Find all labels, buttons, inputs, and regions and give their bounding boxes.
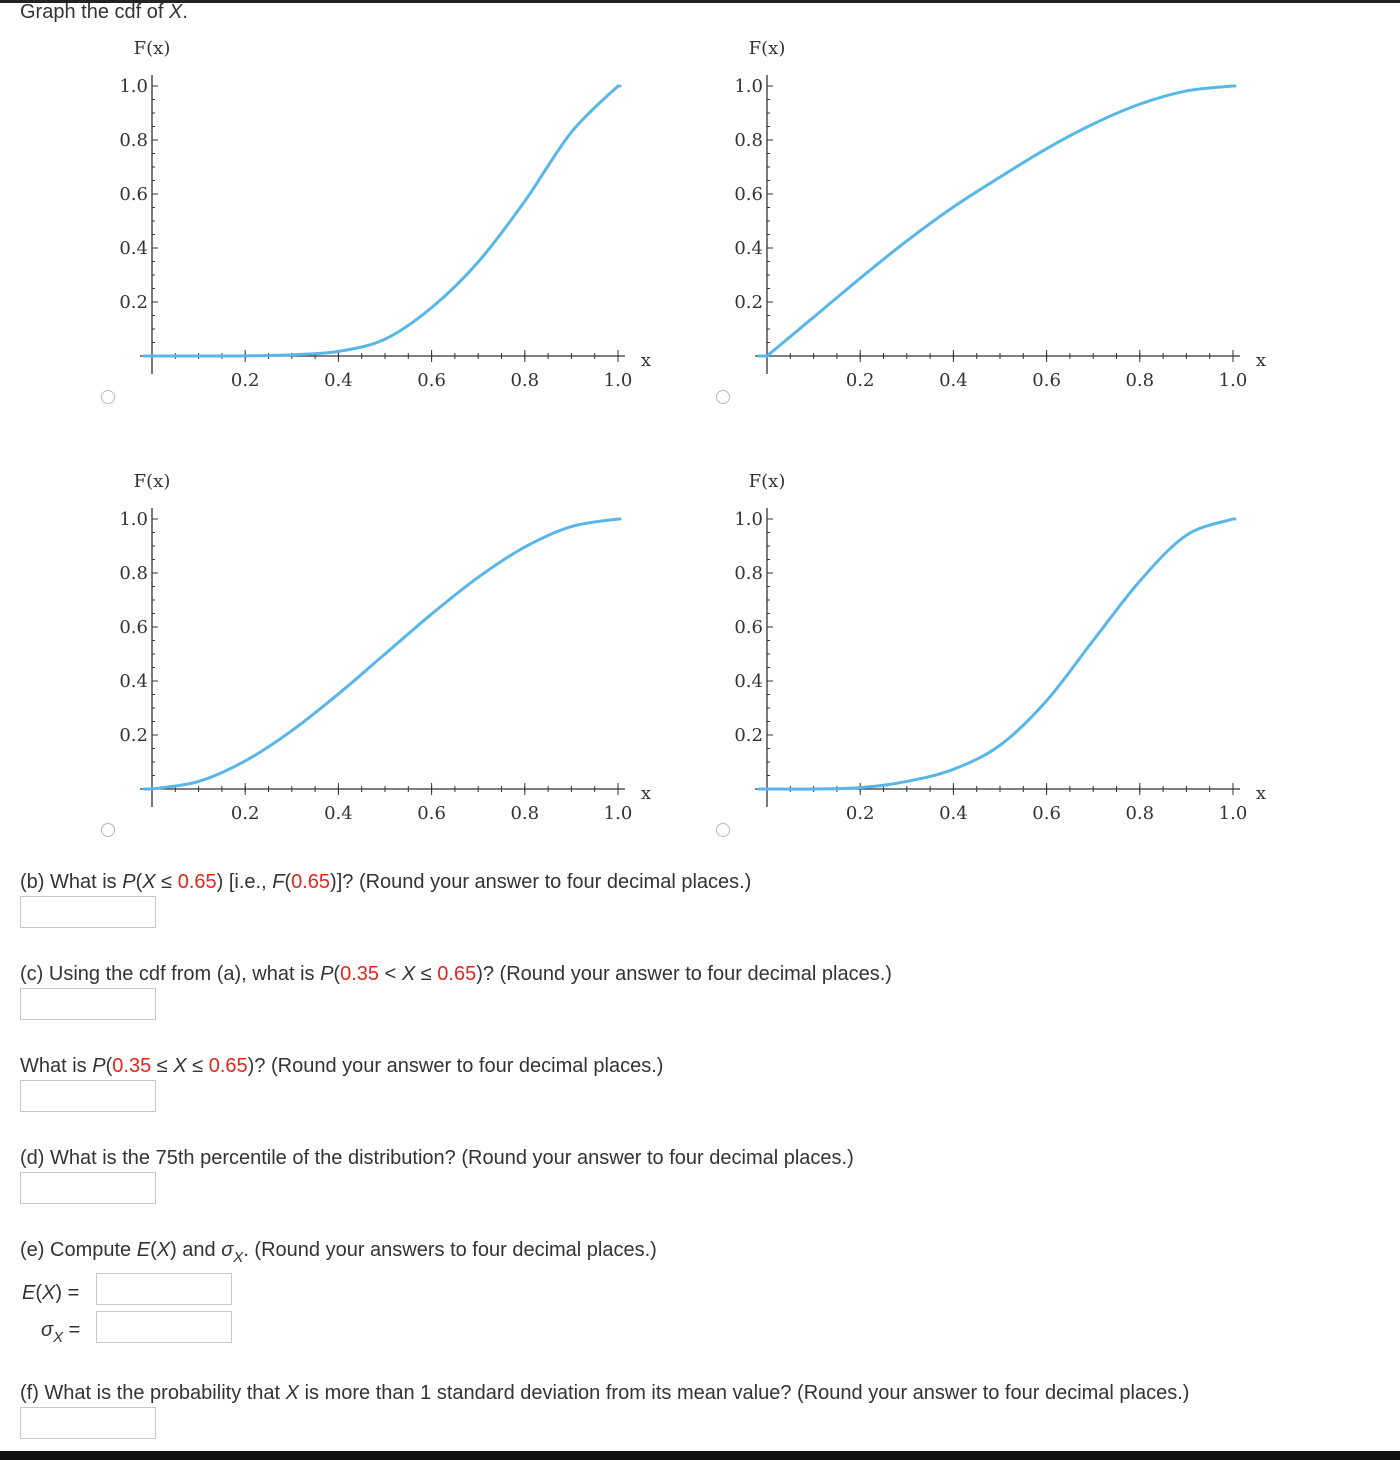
- y-axis-label: F(x): [748, 471, 786, 492]
- x-tick-label: 0.4: [939, 370, 968, 391]
- y-tick-label: 0.2: [734, 292, 763, 313]
- y-axis-label: F(x): [133, 38, 171, 59]
- x-tick-label: 1.0: [1218, 370, 1248, 391]
- x-tick-label: 1.0: [603, 370, 633, 391]
- x-axis-label: x: [640, 350, 652, 371]
- radio-option-a[interactable]: [101, 390, 115, 404]
- series-line: [144, 519, 620, 789]
- x-tick-label: 0.4: [939, 803, 968, 824]
- x-tick-label: 0.8: [1125, 803, 1155, 824]
- bottom-bar: [0, 1451, 1400, 1460]
- plot-option-c: [100, 463, 670, 833]
- y-axis-label: F(x): [133, 471, 171, 492]
- y-tick-label: 0.6: [119, 617, 148, 638]
- question-e: (e) Compute E(X) and $\sigma_X$. (Round your answers to four decimal places.): [20, 1239, 657, 1266]
- x-tick-label: 0.6: [417, 370, 446, 391]
- question-f: (f) What is the probability that X is more than 1 standard deviation from its mean value? (Round your answer to four decimal places.): [20, 1382, 1190, 1404]
- y-tick-label: 0.2: [734, 725, 763, 746]
- x-tick-label: 0.6: [417, 803, 446, 824]
- x-tick-label: 1.0: [603, 803, 633, 824]
- x-tick-label: 0.6: [1032, 803, 1061, 824]
- answer-c-input[interactable]: [20, 988, 156, 1020]
- x-tick-label: 0.2: [230, 370, 260, 391]
- y-tick-label: 0.2: [119, 292, 148, 313]
- answer-f-input[interactable]: [20, 1407, 156, 1439]
- question-c: (c) Using the cdf from (a), what is P(0.35 < X ≤ 0.65)? (Round your answer to four decimal places.): [20, 963, 892, 985]
- x-axis-label: x: [1255, 350, 1267, 371]
- y-tick-label: 1.0: [119, 76, 148, 97]
- x-tick-label: 0.8: [510, 370, 540, 391]
- y-tick-label: 0.4: [734, 238, 763, 259]
- chart-a: [100, 30, 670, 400]
- x-axis-label: x: [1255, 783, 1267, 804]
- radio-option-b[interactable]: [716, 390, 730, 404]
- y-tick-label: 0.6: [734, 184, 763, 205]
- radio-option-c[interactable]: [101, 823, 115, 837]
- answer-c2-input[interactable]: [20, 1080, 156, 1112]
- chart-b: [715, 30, 1285, 400]
- y-tick-label: 1.0: [734, 509, 763, 530]
- y-tick-label: 0.4: [734, 671, 763, 692]
- y-tick-label: 0.8: [119, 563, 148, 584]
- question-b: (b) What is P(X ≤ 0.65) [i.e., F(0.65)]? (Round your answer to four decimal places.): [20, 871, 752, 893]
- question-title: Graph the cdf of X.: [20, 1, 188, 23]
- x-axis-label: x: [640, 783, 652, 804]
- y-tick-label: 0.6: [119, 184, 148, 205]
- y-tick-label: 0.4: [119, 671, 148, 692]
- x-tick-label: 0.2: [845, 803, 875, 824]
- answer-d-input[interactable]: [20, 1172, 156, 1204]
- y-tick-label: 0.8: [119, 130, 148, 151]
- chart-d: [715, 463, 1285, 833]
- y-tick-label: 0.2: [119, 725, 148, 746]
- chart-c: [100, 463, 670, 833]
- series-line: [759, 519, 1235, 789]
- y-tick-label: 1.0: [119, 509, 148, 530]
- plot-option-a: [100, 30, 670, 400]
- y-tick-label: 0.8: [734, 563, 763, 584]
- x-tick-label: 0.4: [324, 370, 353, 391]
- sd-label: $\sigma_X$ =: [41, 1319, 81, 1346]
- y-tick-label: 0.4: [119, 238, 148, 259]
- x-tick-label: 0.8: [510, 803, 540, 824]
- x-tick-label: 0.2: [230, 803, 260, 824]
- question-d: (d) What is the 75th percentile of the distribution? (Round your answer to four decimal places.): [20, 1147, 854, 1169]
- y-tick-label: 0.8: [734, 130, 763, 151]
- x-tick-label: 0.8: [1125, 370, 1155, 391]
- question-c2: What is P(0.35 ≤ X ≤ 0.65)? (Round your answer to four decimal places.): [20, 1055, 664, 1077]
- ex-label: E(X) =: [22, 1282, 80, 1304]
- series-line: [144, 86, 620, 356]
- x-tick-label: 0.4: [324, 803, 353, 824]
- plot-option-d: [715, 463, 1285, 833]
- answer-sd-input[interactable]: [96, 1311, 232, 1343]
- x-tick-label: 0.6: [1032, 370, 1061, 391]
- y-axis-label: F(x): [748, 38, 786, 59]
- x-tick-label: 0.2: [845, 370, 875, 391]
- top-rule: [0, 0, 1400, 3]
- radio-option-d[interactable]: [716, 823, 730, 837]
- y-tick-label: 0.6: [734, 617, 763, 638]
- answer-ex-input[interactable]: [96, 1273, 232, 1305]
- series-line: [759, 86, 1235, 356]
- y-tick-label: 1.0: [734, 76, 763, 97]
- answer-b-input[interactable]: [20, 896, 156, 928]
- x-tick-label: 1.0: [1218, 803, 1248, 824]
- plot-option-b: [715, 30, 1285, 400]
